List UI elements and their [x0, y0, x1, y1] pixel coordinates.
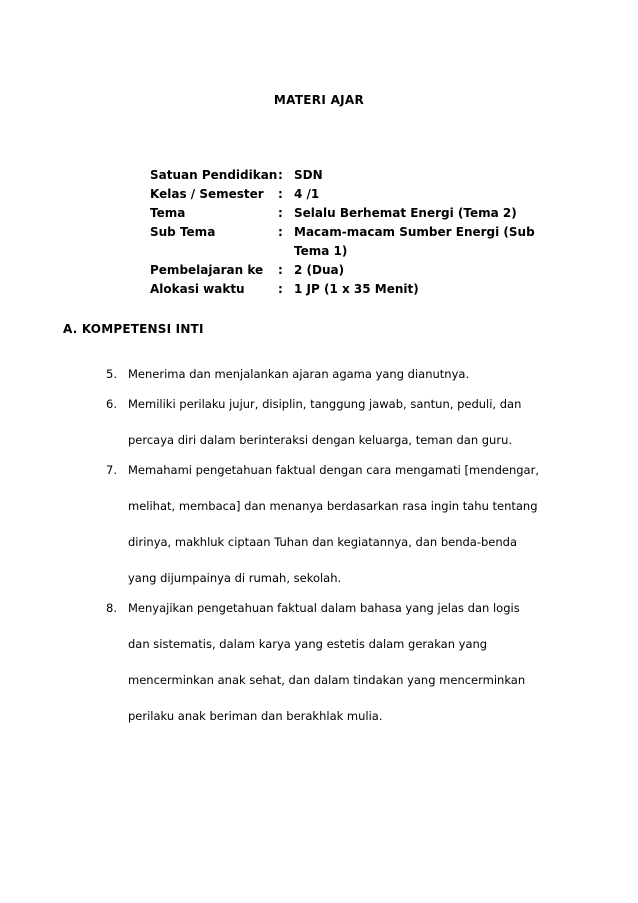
list-item — [106, 392, 576, 458]
item-line: Memahami pengetahuan faktual dengan cara mengamati [mendengar, — [128, 463, 539, 477]
identity-row-sub-tema-continuation — [150, 242, 535, 261]
item-number: 7. — [106, 463, 117, 477]
identity-colon: : — [278, 206, 283, 220]
list-item — [106, 458, 576, 596]
identity-label: Pembelajaran ke — [150, 263, 264, 277]
item-line: dirinya, makhluk ciptaan Tuhan dan kegiatannya, dan benda-benda — [128, 535, 517, 549]
item-line: yang dijumpainya di rumah, sekolah. — [128, 571, 342, 585]
identity-value-continuation: Tema 1) — [294, 244, 348, 258]
item-line: Memiliki perilaku jujur, disiplin, tanggung jawab, santun, peduli, dan — [128, 397, 522, 411]
item-line: mencerminkan anak sehat, dan dalam tindakan yang mencerminkan — [128, 673, 526, 687]
item-line: Menyajikan pengetahuan faktual dalam bahasa yang jelas dan logis — [128, 601, 520, 615]
item-line: dan sistematis, dalam karya yang estetis dalam gerakan yang — [128, 637, 488, 651]
section-heading: A. KOMPETENSI INTI — [63, 322, 204, 336]
identity-value: 2 (Dua) — [294, 263, 345, 277]
identity-row-sub-tema — [150, 223, 535, 242]
list-item — [106, 596, 576, 734]
item-line: perilaku anak beriman dan berakhlak mulia. — [128, 709, 383, 723]
identity-colon: : — [278, 187, 283, 201]
identity-label: Tema — [150, 206, 186, 220]
identity-colon: : — [278, 225, 283, 239]
identity-value: Macam-macam Sumber Energi (Sub — [294, 225, 535, 239]
identity-colon: : — [278, 263, 283, 277]
list-item — [106, 362, 576, 392]
identity-table — [150, 166, 535, 299]
identity-colon: : — [278, 282, 283, 296]
item-number: 8. — [106, 601, 117, 615]
item-number: 6. — [106, 397, 117, 411]
identity-row-pembelajaran — [150, 261, 535, 280]
identity-row-tema — [150, 204, 535, 223]
identity-row-alokasi-waktu — [150, 280, 535, 299]
identity-row-kelas-semester — [150, 185, 535, 204]
identity-value: Selalu Berhemat Energi (Tema 2) — [294, 206, 517, 220]
identity-value: 4 /1 — [294, 187, 320, 201]
identity-value: SDN — [294, 168, 323, 182]
item-number: 5. — [106, 367, 117, 381]
identity-value: 1 JP (1 x 35 Menit) — [294, 282, 419, 296]
item-line: Menerima dan menjalankan ajaran agama yang dianutnya. — [128, 367, 470, 381]
item-line: melihat, membaca] dan menanya berdasarkan rasa ingin tahu tentang — [128, 499, 538, 513]
item-line: percaya diri dalam berinteraksi dengan keluarga, teman dan guru. — [128, 433, 513, 447]
page-title: MATERI AJAR — [273, 93, 365, 107]
identity-row-satuan-pendidikan — [150, 166, 535, 185]
competency-list — [106, 362, 576, 734]
identity-label: Satuan Pendidikan — [150, 168, 278, 182]
identity-colon: : — [278, 168, 283, 182]
identity-label: Alokasi waktu — [150, 282, 245, 296]
identity-label: Sub Tema — [150, 225, 216, 239]
identity-label: Kelas / Semester — [150, 187, 264, 201]
